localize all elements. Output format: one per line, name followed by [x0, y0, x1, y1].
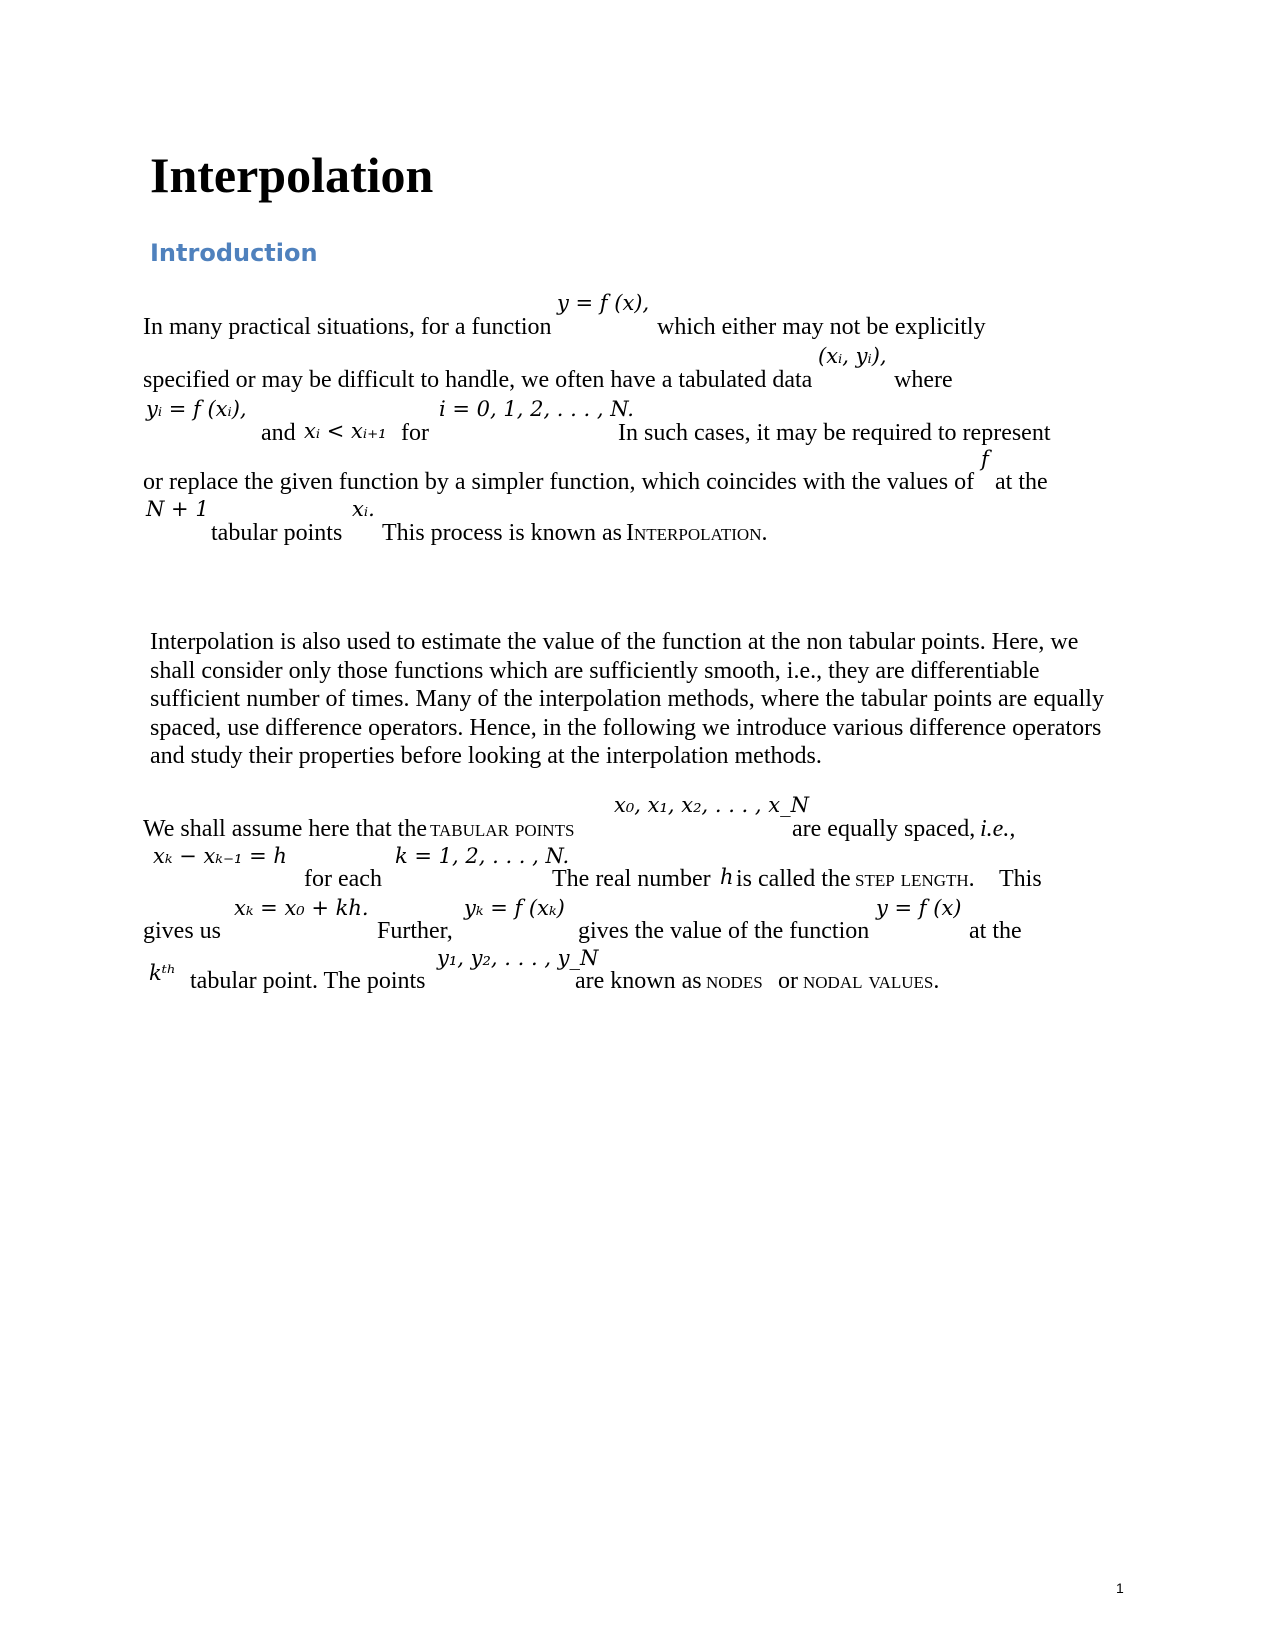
math-yi-equals-fxi: yᵢ = f (xᵢ), — [146, 397, 247, 421]
math-k-range: k = 1, 2, . . . , N. — [395, 844, 570, 868]
text-line: at the — [995, 469, 1048, 495]
text-line: for — [401, 420, 429, 446]
term-nodal-values: nodal values. — [803, 968, 940, 994]
text-line: are equally spaced, — [792, 816, 976, 842]
math-xi: xᵢ. — [352, 497, 375, 521]
math-y1-to-yn: y₁, y₂, . . . , y_N — [437, 946, 599, 970]
text-line: In many practical situations, for a function — [143, 314, 552, 340]
math-h: h — [720, 865, 734, 889]
text-line: which either may not be explicitly — [657, 314, 986, 340]
body-paragraph: Interpolation is also used to estimate the value of the function at the non tabular points. Here, we shall consider only those functions which are sufficiently smooth, i.e., they are differentiable sufficient number of times. Many of the interpolation methods, where the tabular points are equally spaced, use difference operators. Hence, in the following we introduce various difference operators and study their properties before looking at the interpolation methods. — [150, 629, 1104, 769]
text-line: at the — [969, 918, 1022, 944]
text-line: gives the value of the function — [578, 918, 870, 944]
text-line: or — [778, 968, 798, 994]
page-number: 1 — [1116, 1580, 1124, 1596]
text-line: We shall assume here that the — [143, 816, 427, 842]
page-title: Interpolation — [150, 147, 434, 203]
math-kth: kᵗʰ — [149, 961, 176, 985]
text-line: for each — [304, 866, 382, 892]
text-line: The real number — [552, 866, 711, 892]
math-x0-to-xn: x₀, x₁, x₂, . . . , x_N — [614, 793, 809, 817]
text-line: gives us — [143, 918, 221, 944]
text-line: This — [999, 866, 1042, 892]
math-y-fx: y = f (x) — [876, 896, 962, 920]
math-step-difference: xₖ − xₖ₋₁ = h — [153, 844, 287, 868]
math-yk-formula: yₖ = f (xₖ) — [464, 896, 565, 920]
text-line: is called the — [736, 866, 851, 892]
term-tabular-points: tabular points — [430, 816, 575, 842]
text-line: and — [261, 420, 296, 446]
text-line: This process is known as — [382, 520, 622, 546]
text-line: where — [894, 367, 953, 393]
text-line: tabular points — [211, 520, 343, 546]
text-ie: i.e., — [980, 816, 1016, 842]
term-interpolation: Interpolation. — [626, 520, 768, 546]
text-line: tabular point. The points — [190, 968, 426, 994]
math-xk-formula: xₖ = x₀ + kh. — [234, 896, 369, 920]
math-xi-less-xi1: xᵢ < xᵢ₊₁ — [304, 419, 387, 443]
text-line: Further, — [377, 918, 453, 944]
math-n-plus-1: N + 1 — [146, 497, 209, 521]
text-line: are known as — [575, 968, 702, 994]
term-step-length: step length. — [855, 866, 975, 892]
text-line: In such cases, it may be required to represent — [618, 420, 1051, 446]
term-nodes: nodes — [706, 968, 763, 994]
section-heading: Introduction — [150, 239, 318, 267]
math-i-range: i = 0, 1, 2, . . . , N. — [439, 397, 634, 421]
text-line: specified or may be difficult to handle, we often have a tabulated data — [143, 367, 813, 393]
math-xi-yi: (xᵢ, yᵢ), — [818, 344, 887, 368]
text-line: or replace the given function by a simpler function, which coincides with the values of — [143, 469, 975, 495]
math-f: f — [981, 447, 989, 471]
math-y-equals-fx: y = f (x), — [557, 291, 650, 315]
